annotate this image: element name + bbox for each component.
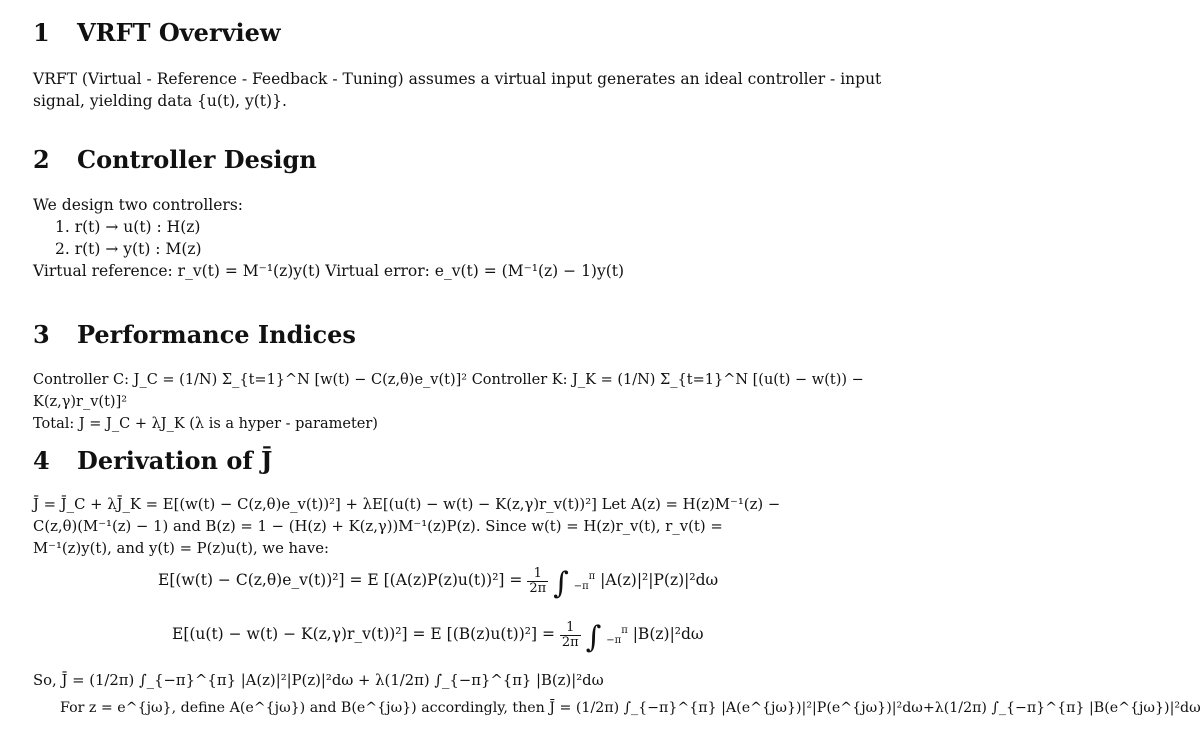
list-item: 1. r(t) → u(t) : H(z) [55,218,201,236]
equation-integrand: |A(z)|²|P(z)|²dω [600,571,719,589]
section-title: Performance Indices [77,320,356,349]
paragraph-line: M⁻¹(z)y(t), and y(t) = P(z)u(t), we have: [33,540,329,557]
section-heading-4 [33,446,272,475]
fraction-one-over-two-pi: $\frac{1}{2\pi}$ [561,619,579,650]
paragraph-line: We design two controllers: [33,196,243,214]
equation-integrand: |B(z)|²dω [632,625,704,643]
paragraph-line: signal, yielding data {u(t), y(t)}. [33,92,287,110]
integral-sign: ∫ [585,620,602,655]
paragraph-line: J̄ = J̄_C + λJ̄_K = E[(w(t) − C(z,θ)e_v(t))²] + λE[(u(t) − w(t) − K(z,γ)r_v(t))²] Let A(z) = H(z)M⁻¹(z) − [33,496,781,513]
paragraph-line: Virtual reference: r_v(t) = M⁻¹(z)y(t) Virtual error: e_v(t) = (M⁻¹(z) − 1)y(t) [33,262,625,280]
section-number: 2 [33,145,50,174]
display-equation-2: E[(u(t) − w(t) − K(z,γ)r_v(t))²] = E [(B(z)u(t))²] = $\frac{1}{2\pi}$ ∫ $_{-\pi}^\pi$ |B(z)|²dω [172,619,704,655]
section-title: VRFT Overview [77,18,281,47]
section-2-body [33,194,893,282]
paragraph-line: C(z,θ)(M⁻¹(z) − 1) and B(z) = 1 − (H(z) + K(z,γ))M⁻¹(z)P(z). Since w(t) = H(z)r_v(t), r_v(t) = [33,518,723,535]
fraction-one-over-two-pi: $\frac{1}{2\pi}$ [529,565,547,596]
paragraph-line: VRFT (Virtual - Reference - Feedback - Tuning) assumes a virtual input generates an ideal controller - input [33,70,882,88]
equation-lhs: E[(w(t) − C(z,θ)e_v(t))²] = E [158,571,379,589]
list-item: 2. r(t) → y(t) : M(z) [55,240,202,258]
equation-lhs: E[(u(t) − w(t) − K(z,γ)r_v(t))²] = E [172,625,442,643]
display-equation-1: E[(w(t) − C(z,θ)e_v(t))²] = E [(A(z)P(z)u(t))²] = $\frac{1}{2\pi}$ ∫ $_{-\pi}^\pi$ |A(z)|²|P(z)|²dω [158,565,719,601]
summary-equation: So, J̄ = (1/2π) ∫_{−π}^{π} |A(z)|²|P(z)|²dω + λ(1/2π) ∫_{−π}^{π} |B(z)|²dω [33,672,604,689]
section-1-body [33,68,893,112]
integral-sign: ∫ [553,566,569,601]
equation-middle: [(B(z)u(t))²] [446,625,538,643]
equation-middle: [(A(z)P(z)u(t))²] [383,571,505,589]
section-number: 1 [33,18,50,47]
section-3-body [33,369,913,435]
section-heading-3 [33,320,356,349]
paragraph-line: Total: J = J_C + λJ_K (λ is a hyper - parameter) [33,416,378,432]
final-equation: For z = e^{jω}, define A(e^{jω}) and B(e^{jω}) accordingly, then J̄ = (1/2π) ∫_{−π}^{π} |A(e^{jω})|²|P(e^{jω})|²dω+λ(1/2π) ∫_{−π}^{π} |B(e^{jω})|²dω [60,700,1201,716]
section-heading-2 [33,145,317,174]
section-title: Derivation of J̄ [77,446,273,475]
section-4-body [33,494,913,560]
section-number: 4 [33,446,50,475]
section-heading-1 [33,18,281,47]
section-title: Controller Design [77,145,317,174]
section-number: 3 [33,320,50,349]
paragraph-line: Controller C: J_C = (1/N) Σ_{t=1}^N [w(t) − C(z,θ)e_v(t)]² Controller K: J_K = (1/N) Σ_{t=1}^N [(u(t) − w(t)) − K(z,γ)r_v(t)]² [33,372,864,410]
